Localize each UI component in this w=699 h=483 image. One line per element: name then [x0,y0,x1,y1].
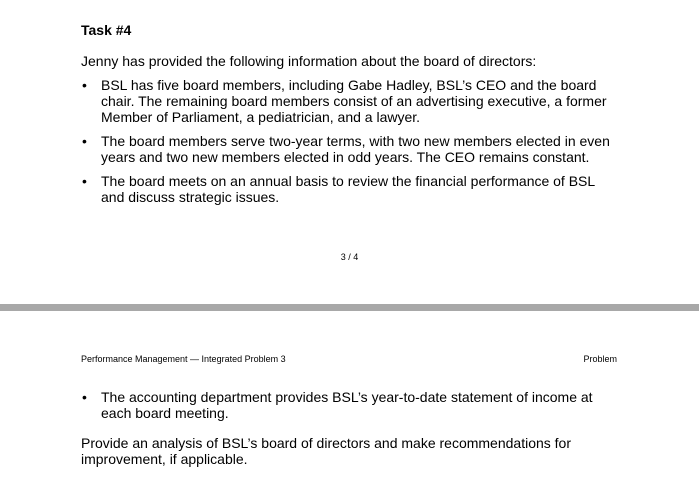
bullet-text: The board meets on an annual basis to review the financial performance of BSL and discuss strategic issues. [101,173,595,205]
task-instruction: Provide an analysis of BSL’s board of directors and make recommendations for improvement, if applicable. [81,435,571,467]
list-item [81,389,621,421]
bullet-text: The board members serve two-year terms, with two new members elected in even years and two new members elected in odd years. The CEO remains constant. [101,133,610,165]
page-number: 3 / 4 [340,252,359,262]
list-item [81,77,621,125]
task-heading: Task #4 [81,22,132,38]
board-info-list-continued [81,389,621,429]
page-separator [0,304,699,311]
bullet-icon: • [82,77,87,93]
bullet-icon: • [82,173,87,189]
running-header-label: Problem [583,354,617,364]
bullet-icon: • [82,133,87,149]
bullet-text: BSL has five board members, including Gabe Hadley, BSL’s CEO and the board chair. The remaining board members consist of an advertising executive, a former Member of Parliament, a pediatrician, and a lawyer. [101,77,607,125]
intro-paragraph: Jenny has provided the following information about the board of directors: [81,53,537,69]
document-page-4 [0,311,699,483]
list-item [81,133,621,165]
bullet-text: The accounting department provides BSL’s year-to-date statement of income at each board meeting. [101,389,593,421]
running-header-title: Performance Management — Integrated Problem 3 [81,354,286,364]
board-info-list [81,77,621,213]
bullet-icon: • [82,389,87,405]
list-item [81,173,621,205]
